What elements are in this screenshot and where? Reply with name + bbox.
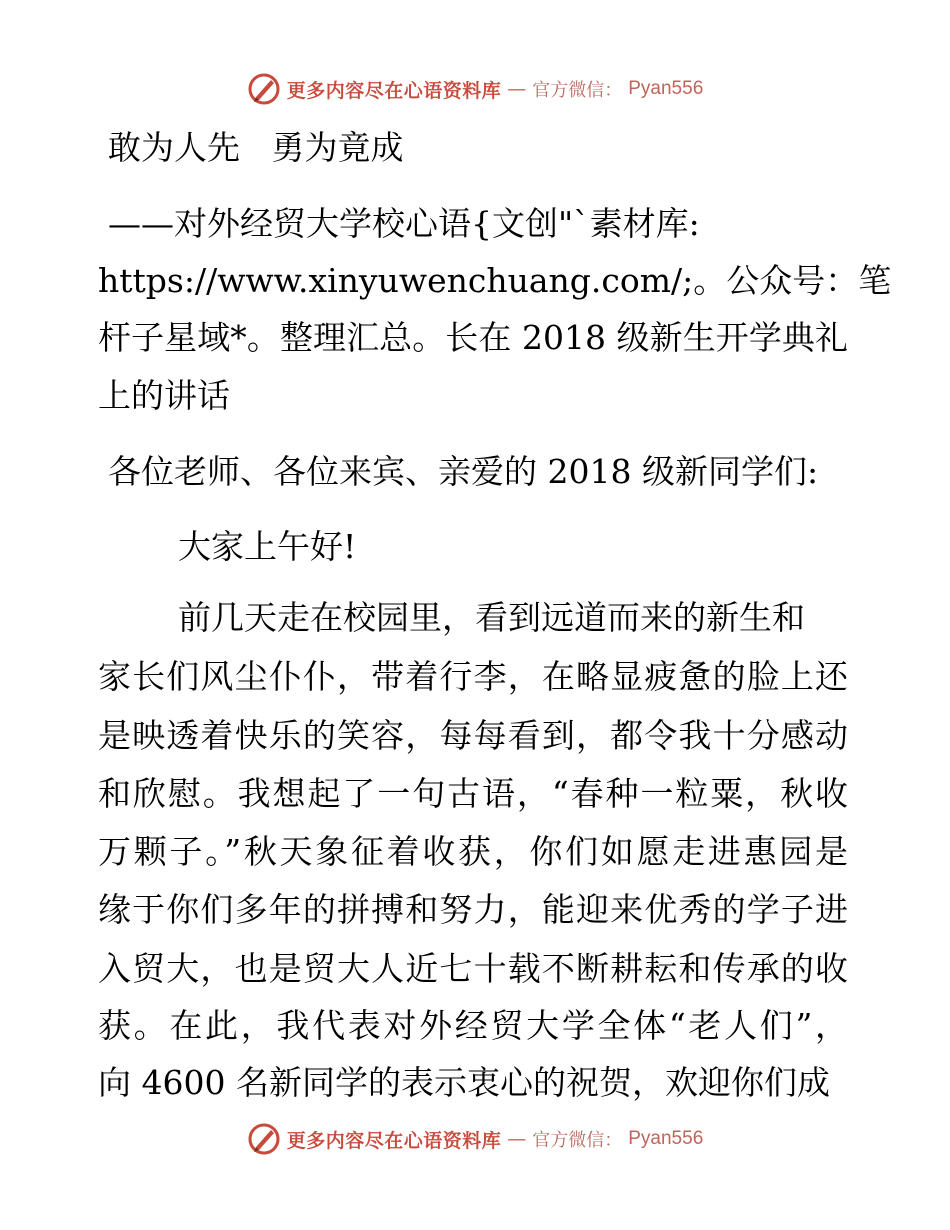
body-line-4: 和欣慰。我想起了一句古语，“春种一粒粟，秋收 xyxy=(98,774,848,813)
subtitle-line-4: 上的讲话 xyxy=(98,376,230,415)
body-line-1: 前几天走在校园里，看到远道而来的新生和 xyxy=(178,598,805,637)
subtitle-line-1: ——对外经贸大学校心语{文创"`素材库: xyxy=(108,204,700,243)
subtitle-line-2: https://www.xinyuwenchuang.com/;。公众号：笔 xyxy=(98,261,892,300)
subtitle-line-3: 杆子星域*。整理汇总。长在 2018 级新生开学典礼 xyxy=(98,318,848,357)
watermark-dash: — xyxy=(507,1128,527,1150)
body-line-3: 是映透着快乐的笑容，每每看到，都令我十分感动 xyxy=(98,716,848,755)
body-line-5: 万颗子。”秋天象征着收获，你们如愿走进惠园是 xyxy=(98,832,848,871)
body-line-8: 获。在此，我代表对外经贸大学全体“老人们”， xyxy=(98,1006,848,1045)
watermark-site-text: 更多内容尽在心语资料库 xyxy=(286,1129,502,1152)
footer-watermark xyxy=(0,1122,950,1156)
document-title xyxy=(108,128,403,168)
header-watermark xyxy=(0,72,950,106)
body-line-6: 缘于你们多年的拼搏和努力，能迎来优秀的学子进 xyxy=(98,890,848,929)
watermark-site-text: 更多内容尽在心语资料库 xyxy=(286,79,502,102)
body-line-9: 向 4600 名新同学的表示衷心的祝贺，欢迎你们成 xyxy=(98,1063,830,1102)
body-line-2: 家长们风尘仆仆，带着行李，在略显疲惫的脸上还 xyxy=(98,657,848,696)
pen-logo-icon xyxy=(247,1122,281,1156)
watermark-id: Pyan556 xyxy=(628,78,704,99)
greeting: 大家上午好! xyxy=(178,527,357,566)
watermark-label: 官方微信： xyxy=(532,1130,623,1151)
watermark-label: 官方微信： xyxy=(532,80,623,101)
body-line-7: 入贸大，也是贸大人近七十载不断耕耘和传承的收 xyxy=(98,949,848,988)
salutation: 各位老师、各位来宾、亲爱的 2018 级新同学们: xyxy=(108,452,819,491)
title-text: 敢为人先 勇为竟成 xyxy=(108,128,404,167)
watermark-dash: — xyxy=(507,78,527,100)
pen-logo-icon xyxy=(247,72,281,106)
watermark-id: Pyan556 xyxy=(628,1128,704,1149)
